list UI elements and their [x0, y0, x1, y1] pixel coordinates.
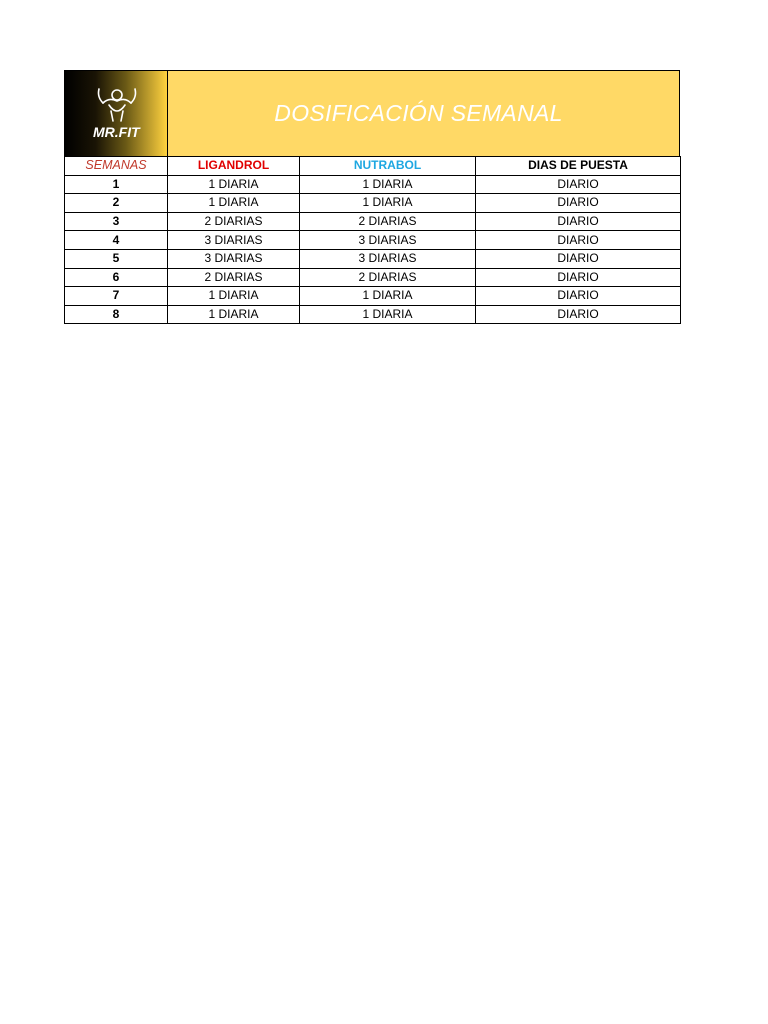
cell-ligandrol: 3 DIARIAS [168, 249, 300, 268]
cell-week: 8 [65, 305, 168, 324]
cell-ligandrol: 1 DIARIA [168, 287, 300, 306]
table-row [65, 249, 681, 268]
cell-nutrabol: 1 DIARIA [300, 305, 476, 324]
bodybuilder-logo-icon [87, 83, 147, 143]
cell-nutrabol: 2 DIARIAS [300, 268, 476, 287]
cell-nutrabol: 1 DIARIA [300, 175, 476, 194]
svg-text:MR.FIT: MR.FIT [93, 124, 140, 140]
cell-week: 2 [65, 194, 168, 213]
table-row [65, 287, 681, 306]
table-row [65, 268, 681, 287]
cell-nutrabol: 3 DIARIAS [300, 249, 476, 268]
cell-week: 7 [65, 287, 168, 306]
cell-week: 1 [65, 175, 168, 194]
header-ligandrol: LIGANDROL [168, 157, 300, 176]
dosage-table [64, 156, 681, 324]
cell-dias: DIARIO [476, 194, 681, 213]
table-header-row [65, 157, 681, 176]
header-dias-de-puesta: DIAS DE PUESTA [476, 157, 681, 176]
cell-dias: DIARIO [476, 249, 681, 268]
cell-week: 6 [65, 268, 168, 287]
table-row [65, 212, 681, 231]
cell-dias: DIARIO [476, 175, 681, 194]
header-semanas: SEMANAS [65, 157, 168, 176]
cell-nutrabol: 3 DIARIAS [300, 231, 476, 250]
cell-week: 3 [65, 212, 168, 231]
cell-week: 5 [65, 249, 168, 268]
cell-dias: DIARIO [476, 212, 681, 231]
table-row [65, 305, 681, 324]
cell-ligandrol: 3 DIARIAS [168, 231, 300, 250]
cell-nutrabol: 2 DIARIAS [300, 212, 476, 231]
table-row [65, 194, 681, 213]
cell-ligandrol: 1 DIARIA [168, 305, 300, 324]
sheet-header [64, 70, 680, 156]
cell-ligandrol: 2 DIARIAS [168, 268, 300, 287]
title-cell [168, 71, 679, 156]
table-row [65, 231, 681, 250]
cell-nutrabol: 1 DIARIA [300, 287, 476, 306]
cell-nutrabol: 1 DIARIA [300, 194, 476, 213]
cell-dias: DIARIO [476, 231, 681, 250]
cell-ligandrol: 2 DIARIAS [168, 212, 300, 231]
mr-fit-logo [65, 71, 168, 156]
dosage-sheet [64, 70, 680, 324]
cell-week: 4 [65, 231, 168, 250]
cell-dias: DIARIO [476, 287, 681, 306]
table-row [65, 175, 681, 194]
cell-dias: DIARIO [476, 268, 681, 287]
cell-dias: DIARIO [476, 305, 681, 324]
header-nutrabol: NUTRABOL [300, 157, 476, 176]
page-title: DOSIFICACIÓN SEMANAL [274, 100, 563, 126]
cell-ligandrol: 1 DIARIA [168, 194, 300, 213]
cell-ligandrol: 1 DIARIA [168, 175, 300, 194]
